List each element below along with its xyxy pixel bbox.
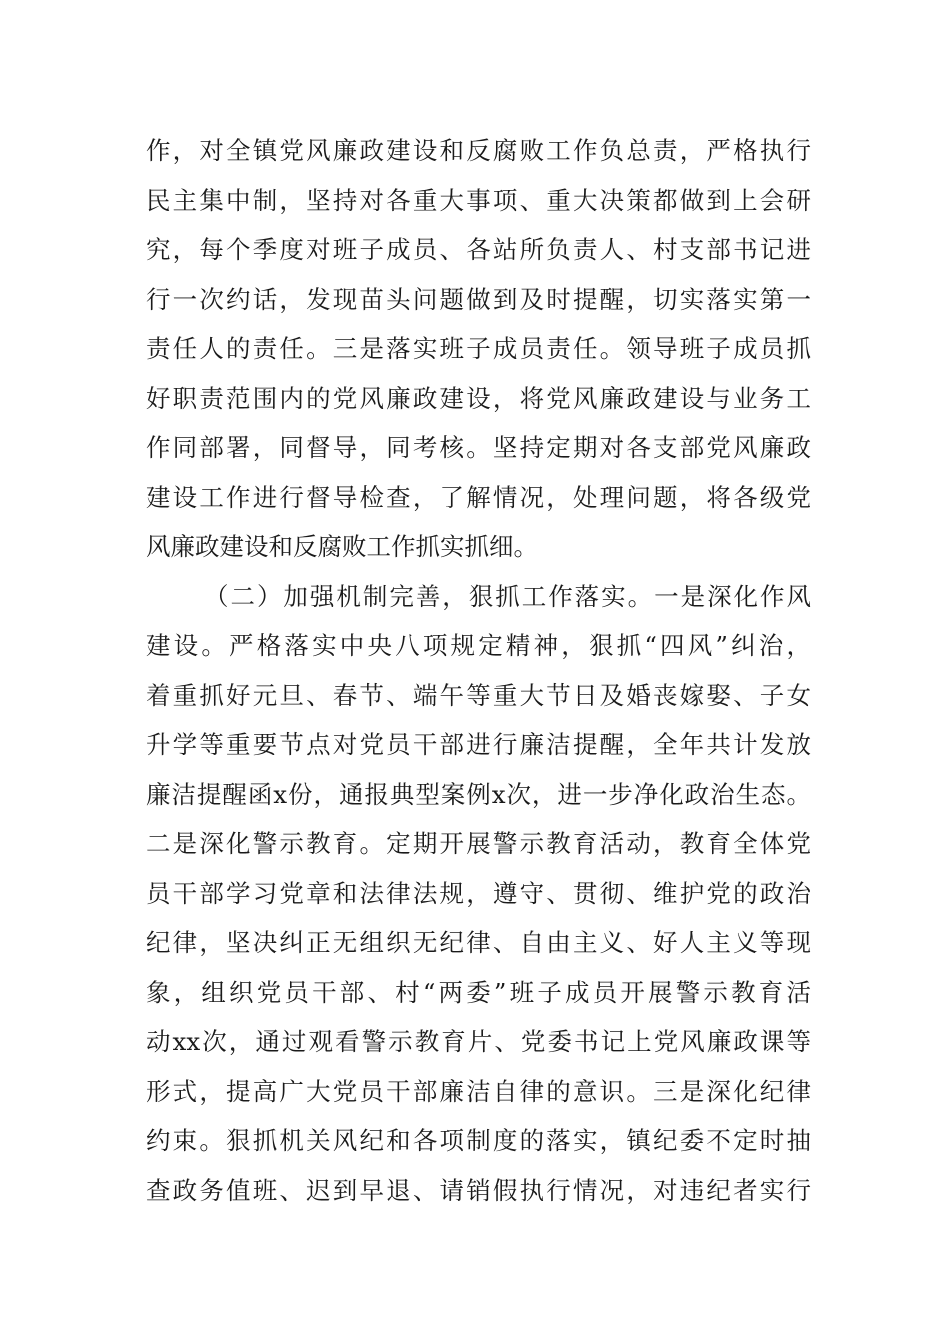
section-heading-line: （二）加强机制完善，狠抓工作落实。一是深化作风: [204, 581, 811, 611]
text-line: 着重抓好元旦、春节、端午等重大节日及婚丧嫁娶、子女: [146, 680, 811, 710]
text-line: 动xx次，通过观看警示教育片、党委书记上党风廉政课等: [146, 1027, 811, 1056]
text-line: 二是深化警示教育。定期开展警示教育活动，教育全体党: [146, 829, 811, 858]
body-text: [146, 126, 811, 1215]
text-line: 建设。严格落实中央八项规定精神，狠抓“四风”纠治，: [146, 631, 811, 660]
paragraph-end-line: 风廉政建设和反腐败工作抓实抓细。: [146, 532, 538, 561]
text-line: 廉洁提醒函x份，通报典型案例x次，进一步净化政治生态。: [146, 779, 811, 809]
text-line: 究，每个季度对班子成员、各站所负责人、村支部书记进: [146, 235, 811, 264]
text-line: 作，对全镇党风廉政建设和反腐败工作负总责，严格执行: [146, 136, 811, 165]
text-line: 形式，提高广大党员干部廉洁自律的意识。三是深化纪律: [146, 1076, 811, 1106]
text-line: 查政务值班、迟到早退、请销假执行情况，对违纪者实行: [146, 1175, 811, 1205]
text-line: 责任人的责任。三是落实班子成员责任。领导班子成员抓: [146, 334, 811, 363]
text-line: 员干部学习党章和法律法规，遵守、贯彻、维护党的政治: [146, 878, 811, 908]
text-line: 建设工作进行督导检查，了解情况，处理问题，将各级党: [146, 482, 811, 512]
text-line: 约束。狠抓机关风纪和各项制度的落实，镇纪委不定时抽: [146, 1126, 811, 1155]
text-line: 象，组织党员干部、村“两委”班子成员开展警示教育活: [146, 977, 811, 1007]
text-line: 好职责范围内的党风廉政建设，将党风廉政建设与业务工: [146, 383, 811, 413]
text-line: 纪律，坚决纠正无组织无纪律、自由主义、好人主义等现: [146, 928, 811, 957]
text-line: 作同部署，同督导，同考核。坚持定期对各支部党风廉政: [146, 433, 811, 462]
text-line: 行一次约话，发现苗头问题做到及时提醒，切实落实第一: [146, 284, 811, 314]
text-line: 民主集中制，坚持对各重大事项、重大决策都做到上会研: [146, 185, 811, 215]
text-line: 升学等重要节点对党员干部进行廉洁提醒，全年共计发放: [146, 730, 811, 759]
